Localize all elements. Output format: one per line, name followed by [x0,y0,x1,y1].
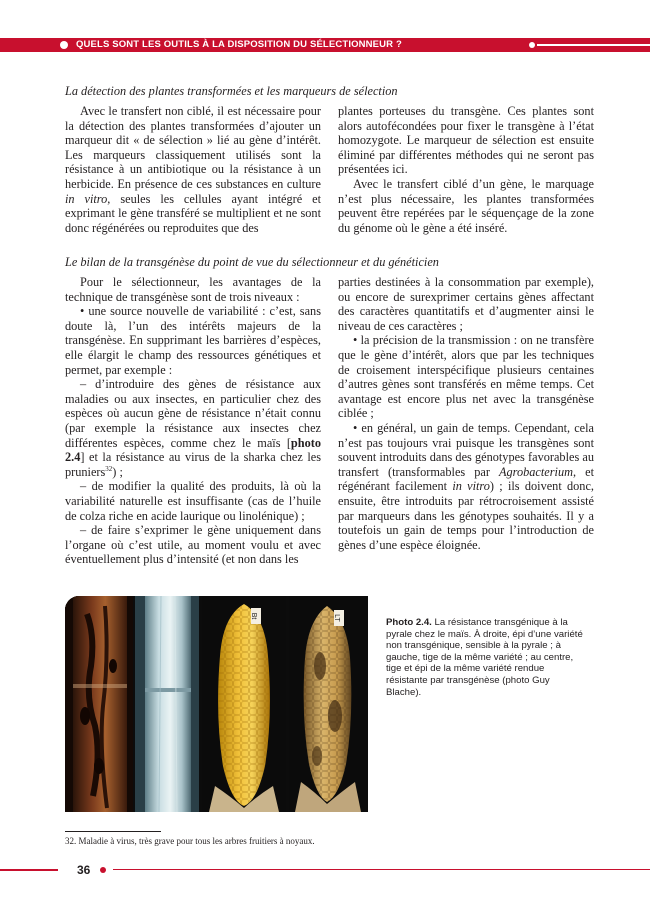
text-run: ) ; ils doivent donc, ensuite, être introduits par rétrocroisement assisté par marqueurs dans les génotypes souhaités. Il y a toutefois un gain de temps pour l’introduction de gènes d’une espèce éloignée. [338,479,594,552]
dash-paragraph: – de modifier la qualité des produits, là où la variabilité naturelle est insuffisante (cas de l’huile de colza riche en acide laurique ou linolénique) ; [65,479,321,523]
text-run: , et régénérant facilement [338,464,594,494]
text-run: Avec le transfert non ciblé, il est nécessaire pour la détection des plantes transformées d’ajouter un marqueur dit « de sélection » lié au gène d’intérêt. Les marqueurs classiquement utilisés sont la résistance à un antibiotique ou la résistance à un herbicide. En présence de ces substances en culture [65,104,321,191]
section2-left-column [65,275,321,567]
photo-reference[interactable]: photo 2.4 [65,435,321,465]
bullet-paragraph: • la précision de la transmission : on ne transfère que le gène d’intérêt, alors que par les techniques de croisement interspécifique plusieurs centaines d’autres gènes sont transférés en même temps. Cet avantage est encore plus net avec la transgénèse ciblée ; [338,333,594,421]
section1-right-column [338,104,594,235]
paragraph: parties destinées à la consommation par exemple), ou encore de surexprimer certains gènes affectant des caractères quantitatifs et d’augmenter ainsi le niveau de ces caractères ; [338,275,594,333]
photo-tag-right: LT [333,614,340,622]
text-run: – d’introduire des gènes de résistance aux maladies ou aux insectes, en particulier chez des espèces où aucun gène de résistance n’était connu (par exemple la résistance aux insectes chez différentes espèces, comme chez le maïs [ [65,377,321,450]
footer-rule-left [0,869,58,871]
header-end-dot [529,42,535,48]
text-run: ] et la résistance au virus de la sharka chez les pruniers [65,450,321,479]
text-run: , seules les cellules ayant intégré et exprimant le gène transféré se multiplient et ne sont donc régénérées ou reproduites que des [65,191,321,235]
photo-tag-left: Bt [250,612,257,620]
bullet-paragraph [338,421,594,552]
photo-corn-pyralid [65,596,368,812]
photo-caption [386,617,586,698]
running-header-title: QUELS SONT LES OUTILS À LA DISPOSITION DU SÉLECTIONNEUR ? [76,39,402,50]
footer-rule-right [113,869,650,870]
footnote-reference[interactable]: 32 [105,464,113,473]
header-bullet-dot [60,41,68,49]
footer-dot [100,867,106,873]
section-heading-bilan: Le bilan de la transgénèse du point de vue du sélectionneur et du généticien [65,255,439,269]
paragraph: Avec le transfert ciblé d’un gène, le marquage n’est plus nécessaire, les plantes transformées peuvent être repérées par le séquençage de la zone du génome où le gène a été inséré. [338,176,594,235]
caption-label: Photo 2.4. [386,617,432,628]
dash-paragraph: – de faire s’exprimer le gène uniquement dans l’organe où c’est utile, au moment voulu et avec éventuellement plus d’intensité (et non dans les [65,523,321,567]
footnote-separator [65,831,161,832]
bullet-paragraph: • une source nouvelle de variabilité : c’est, sans doute là, l’un des intérêts majeurs de la transgénèse. En supprimant les barrières d’espèces, elle élargit le champ des ressources génétiques et permet, par exemple : [65,304,321,377]
section1-left-column [65,104,321,235]
text-run: • en général, un gain de temps. Cependant, cela n’est pas toujours vrai puisque les transgènes sont souvent introduits dans des génotypes favorables au transfert (transformables par [338,420,594,479]
caption-text: La résistance transgénique à la pyrale chez le maïs. À droite, épi d’une variété non transgénique, sensible à la pyrale ; à gauche, tige de la même variété ; au centre, tige et épi de la même variété rendue résistante par transgénèse (photo Guy Blache). [386,617,583,698]
photo-illustration [65,596,368,812]
paragraph [65,104,321,235]
footnote: 32. Maladie à virus, très grave pour tous les arbres fruitiers à noyaux. [65,836,315,846]
page-number: 36 [77,863,91,877]
italic-text: in vitro [65,191,108,206]
italic-text: in vitro [452,479,490,494]
italic-text: Agrobacterium [499,464,573,479]
section-heading-detection: La détection des plantes transformées et les marqueurs de sélection [65,84,398,98]
paragraph: Pour le sélectionneur, les avantages de la technique de transgénèse sont de trois niveaux : [65,275,321,304]
dash-paragraph [65,377,321,479]
section2-right-column [338,275,594,552]
paragraph: plantes porteuses du transgène. Ces plantes sont alors autofécondées pour fixer le transgène à l’état homozygote. Le marqueur de sélection est ensuite éliminé par différentes méthodes qui ne seront pas présentées ici. [338,104,594,177]
header-rule [537,44,650,46]
text-run: ) ; [112,464,123,479]
